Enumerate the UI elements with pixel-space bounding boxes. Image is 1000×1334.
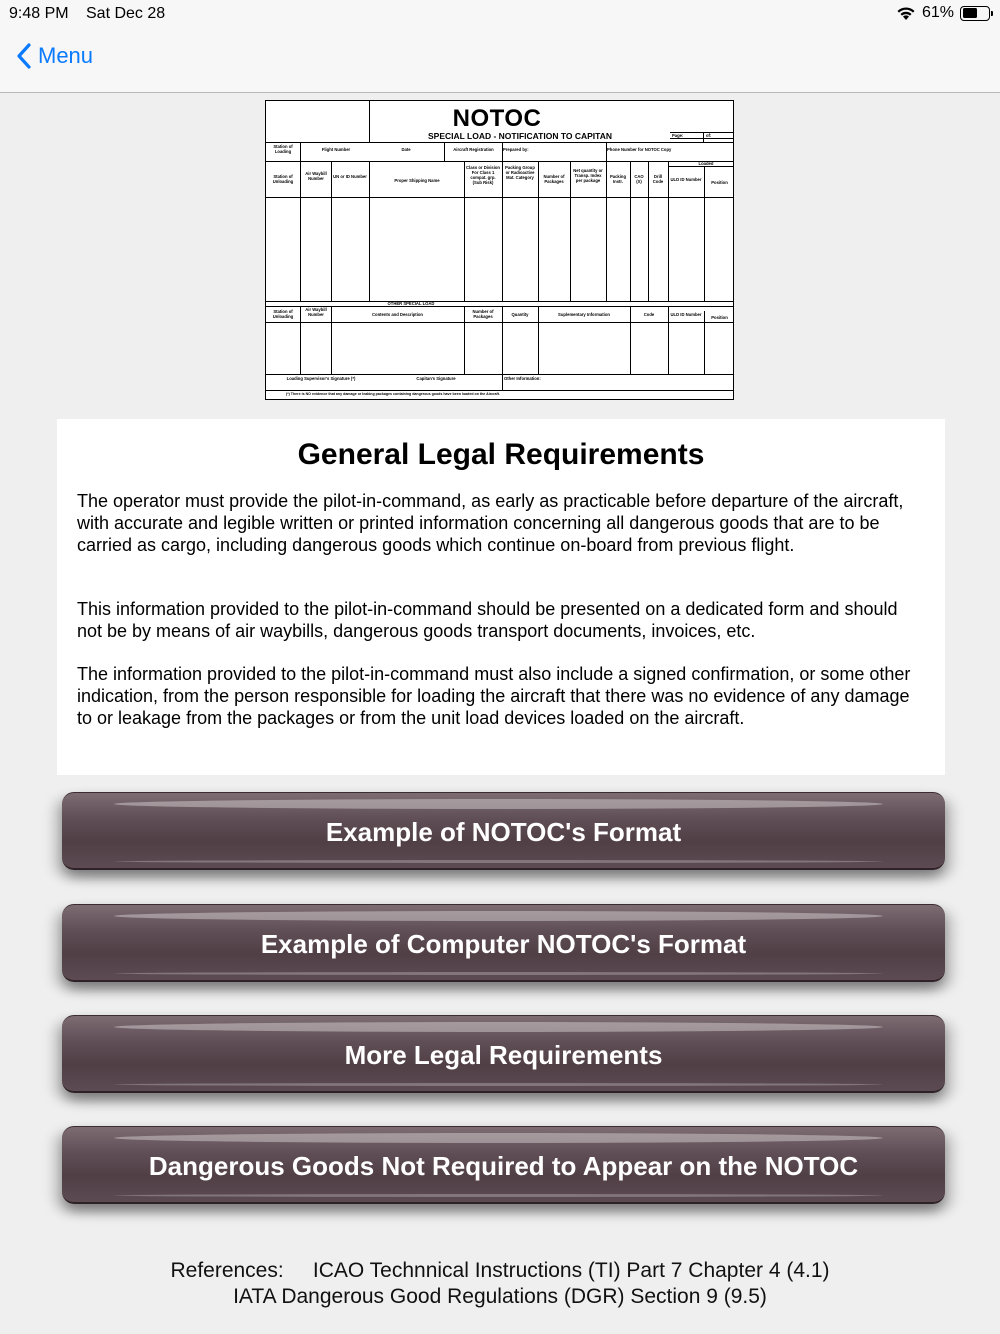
status-bar: [0, 0, 1000, 28]
chevron-left-icon: [16, 43, 32, 69]
dg-column-header: Position: [711, 180, 728, 185]
navigation-bar: [0, 28, 1000, 93]
other-column-header: Suplementary Information: [558, 312, 610, 317]
reference-line: References: ICAO Technnical Instructions (TI) Part 7 Chapter 4 (4.1): [170, 1259, 830, 1282]
paragraph: This information provided to the pilot-in-command should be presented on a dedicated form and should not be by means of air waybills, dangerous goods transport documents, invoices, etc.: [77, 599, 898, 641]
dg-column-header: ULD ID Number: [670, 177, 702, 182]
page-label: Page:: [672, 133, 684, 138]
other-column-header: Position: [711, 315, 728, 320]
notoc-form-image: [265, 100, 734, 400]
notoc-format-button[interactable]: [62, 792, 945, 870]
dg-column-header: Air Waybill Number: [305, 171, 327, 181]
button-label: Dangerous Goods Not Required to Appear on the NOTOC: [148, 1151, 859, 1181]
signature-field: Loading Supervisor's Signature (*): [286, 376, 356, 381]
battery-percent: 61%: [921, 4, 954, 21]
dg-column-header: Net quantity or Transp. Index per package: [573, 168, 603, 183]
form-title: NOTOC: [452, 105, 542, 132]
dg-column-header: Class or Division For Class 1 compat. grp. (Sub Risk): [466, 165, 500, 185]
of-label: of:: [706, 133, 712, 138]
button-label: Example of NOTOC's Format: [325, 817, 682, 847]
other-column-header: Air Waybill Number: [305, 307, 327, 317]
more-legal-requirements-button[interactable]: [62, 1015, 945, 1093]
form-header-field: Date: [401, 147, 411, 152]
signature-field: Other Information:: [504, 376, 541, 381]
dg-column-header: Station of Unloading: [272, 174, 294, 184]
dg-column-header: Drill Code: [652, 174, 664, 184]
wifi-icon: [896, 6, 916, 21]
other-special-load-label: OTHER SPECIAL LOAD: [387, 301, 435, 306]
signature-field: Capitan's Signature: [416, 376, 456, 381]
dg-column-header: UN or ID Number: [333, 174, 367, 179]
computer-notoc-format-button[interactable]: [62, 904, 945, 982]
other-column-header: Quantity: [511, 312, 529, 317]
status-date: Sat Dec 28: [86, 5, 166, 22]
form-header-field: Prepared by:: [503, 147, 529, 152]
dg-column-header: Proper Shipping Name: [394, 178, 440, 183]
status-time: 9:48 PM: [9, 5, 69, 22]
paragraph: The operator must provide the pilot-in-command, as early as practicable before departure of the aircraft, with accurate and legible written or printed information concerning all dangerous goods that are to be carried as cargo, including dangerous goods which continue on-board from previous flight.: [77, 491, 904, 555]
form-header-field: Flight Number: [321, 147, 351, 152]
form-footnote: (*) There is NO evidence that any damage or leaking packages containing dangerous goods have been loaded on the Aircraft.: [286, 392, 500, 396]
other-column-header: Contents and Description: [372, 312, 423, 317]
back-button[interactable]: [16, 43, 93, 69]
reference-line: IATA Dangerous Good Regulations (DGR) Section 9 (9.5): [233, 1285, 767, 1308]
form-subtitle: SPECIAL LOAD - NOTIFICATION TO CAPITAN: [427, 131, 612, 141]
other-column-header: Number of Packages: [472, 309, 494, 319]
dg-column-header: CAO (X): [634, 174, 644, 184]
back-button-label: Menu: [38, 43, 94, 68]
card-title: General Legal Requirements: [297, 438, 705, 471]
loaded-label: Loaded: [698, 161, 714, 166]
paragraph: The information provided to the pilot-in-command must also include a signed confirmation, or some other indication, from the person responsible for loading the aircraft that there was no evidence of any damage to or leakage from the packages or from the unit load devices loaded on the aircraft.: [77, 664, 911, 728]
form-header-field: Aircraft Registration: [453, 147, 494, 152]
references: [0, 1258, 1000, 1310]
legal-requirements-card: [57, 419, 945, 775]
other-column-header: Code: [643, 312, 655, 317]
form-header-field: Station of Loading: [273, 144, 293, 154]
other-column-header: Station of Unloading: [272, 309, 294, 319]
battery-icon: [960, 6, 990, 21]
button-label: Example of Computer NOTOC's Format: [260, 929, 747, 959]
status-right: [896, 4, 990, 22]
dg-column-header: Number of Packages: [543, 174, 565, 184]
dg-not-required-button[interactable]: [62, 1126, 945, 1204]
form-header-field: Phone Number for NOTOC Copy: [607, 147, 672, 152]
other-column-header: ULD ID Number: [670, 312, 702, 317]
dg-column-header: Packing Instr.: [609, 174, 627, 184]
dg-column-header: Packing Group or Radioactive Mat. Category: [505, 165, 535, 180]
button-label: More Legal Requirements: [344, 1040, 663, 1070]
